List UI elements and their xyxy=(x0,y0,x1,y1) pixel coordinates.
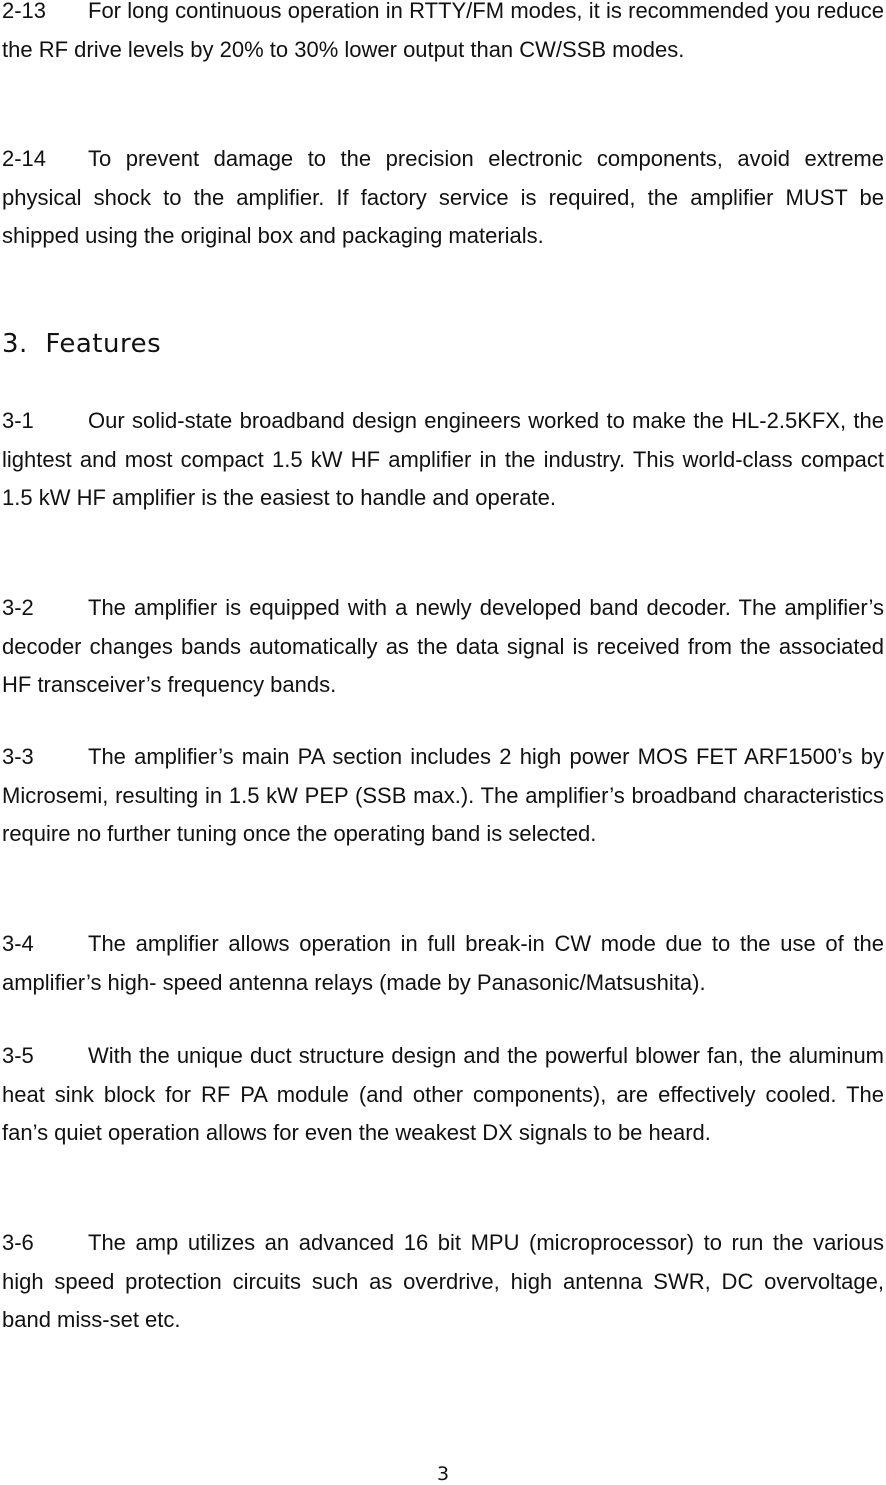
paragraph-text: To prevent damage to the precision electronic components, avoid extreme physical shock to the amplifier. If factory service is required, the amplifier MUST be shipped using the original box and packaging materials. xyxy=(2,146,884,248)
feature-3-1 xyxy=(2,402,884,518)
feature-number: 3-5 xyxy=(2,1043,34,1068)
feature-number: 3-2 xyxy=(2,595,34,620)
feature-text: With the unique duct structure design and the powerful blower fan, the aluminum heat sink block for RF PA module (and other components), are effectively cooled. The fan’s quiet operation allows for even the weakest DX signals to be heard. xyxy=(2,1043,884,1145)
paragraph-2-14 xyxy=(2,140,884,256)
feature-text: The amp utilizes an advanced 16 bit MPU (microprocessor) to run the various high speed protection circuits such as overdrive, high antenna SWR, DC overvoltage, band miss-set etc. xyxy=(2,1230,884,1332)
feature-number: 3-1 xyxy=(2,408,34,433)
feature-3-2 xyxy=(2,589,884,705)
section-number: 3. xyxy=(2,329,28,359)
section-heading xyxy=(2,329,161,359)
page-number: 3 xyxy=(436,1463,450,1485)
feature-number: 3-3 xyxy=(2,744,34,769)
paragraph-number: 2-14 xyxy=(2,146,47,171)
feature-3-3 xyxy=(2,738,884,854)
feature-text: The amplifier is equipped with a newly developed band decoder. The amplifier’s decoder changes bands automatically as the data signal is received from the associated HF transceiver’s frequency bands. xyxy=(2,595,884,697)
feature-text: Our solid-state broadband design engineers worked to make the HL-2.5KFX, the lightest and most compact 1.5 kW HF amplifier in the industry. This world-class compact 1.5 kW HF amplifier is the easiest to handle and operate. xyxy=(2,408,884,510)
paragraph-text: For long continuous operation in RTTY/FM modes, it is recommended you reduce the RF drive levels by 20% to 30% lower output than CW/SSB modes. xyxy=(2,0,884,62)
feature-number: 3-4 xyxy=(2,931,34,956)
section-title: Features xyxy=(45,329,162,359)
feature-3-5 xyxy=(2,1037,884,1153)
feature-number: 3-6 xyxy=(2,1230,34,1255)
feature-text: The amplifier’s main PA section includes 2 high power MOS FET ARF1500’s by Microsemi, resulting in 1.5 kW PEP (SSB max.). The amplifier’s broadband characteristics require no further tuning once the operating band is selected. xyxy=(2,744,884,846)
feature-3-6 xyxy=(2,1224,884,1340)
feature-3-4 xyxy=(2,925,884,1002)
feature-text: The amplifier allows operation in full break-in CW mode due to the use of the amplifier’s high- speed antenna relays (made by Panasonic/Matsushita). xyxy=(2,931,884,995)
paragraph-2-13 xyxy=(2,0,884,69)
paragraph-number: 2-13 xyxy=(2,0,47,23)
